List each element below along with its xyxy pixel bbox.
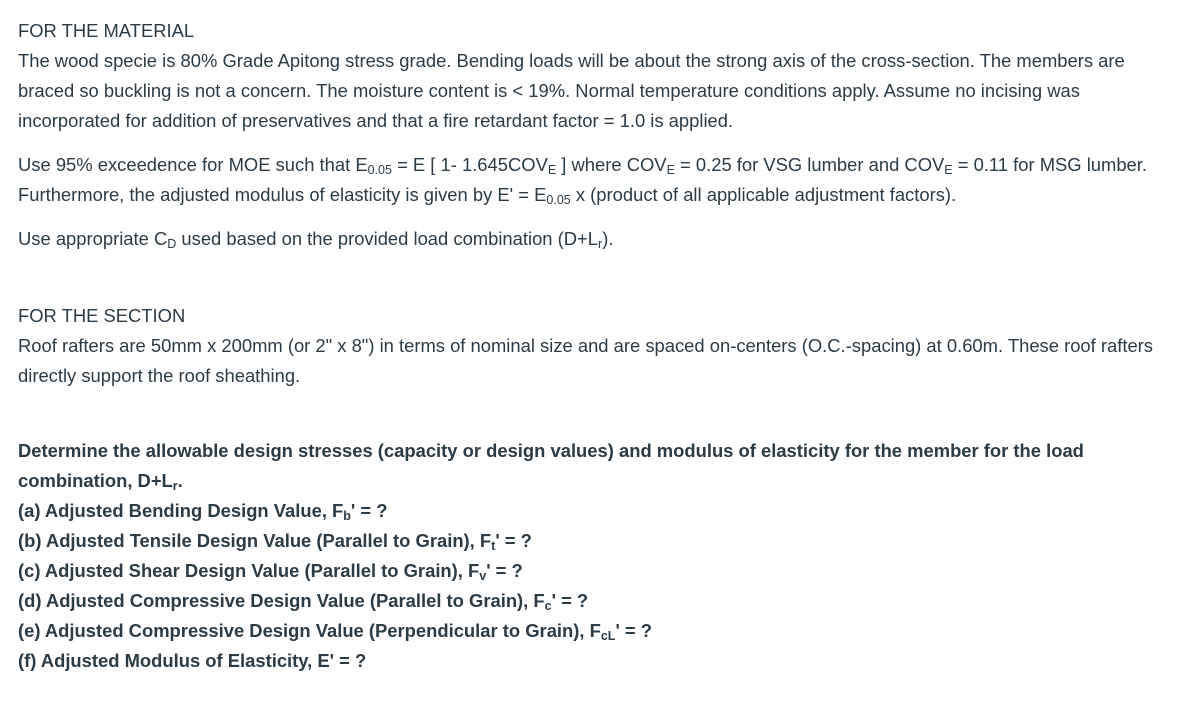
question-text: . [177, 470, 183, 491]
question-f: (f) Adjusted Modulus of Elasticity, E' = ? [18, 650, 367, 671]
section-heading: FOR THE SECTION [18, 305, 186, 326]
question-a-subscript: b [343, 509, 351, 523]
moe-definition [18, 150, 1167, 210]
moe-subscript: E [944, 163, 953, 177]
question-b-subscript: t [491, 539, 496, 553]
material-heading: FOR THE MATERIAL [18, 20, 195, 41]
question-e [18, 616, 1167, 646]
cd-text: used based on the provided load combination (D+L [176, 228, 599, 249]
question-e-text: (e) Adjusted Compressive Design Value (Perpendicular to Grain), F [18, 620, 601, 641]
spacer [18, 210, 1167, 224]
moe-text: x (product of all applicable adjustment factors). [570, 184, 957, 205]
cd-text: Use appropriate C [18, 228, 168, 249]
section-description: Roof rafters are 50mm x 200mm (or 2" x 8") in terms of nominal size and are spaced on-centers (O.C.-spacing) at 0.60m. These roof rafters directly support the roof sheathing. [18, 335, 1154, 386]
question-b-end: ' = ? [495, 530, 532, 551]
cd-subscript: D [167, 237, 177, 251]
question-c-text: (c) Adjusted Shear Design Value (Parallel to Grain), F [18, 560, 480, 581]
question-c-end: ' = ? [486, 560, 523, 581]
question-a-text: (a) Adjusted Bending Design Value, F [18, 500, 344, 521]
question-b [18, 526, 1167, 556]
cd-subscript: r [598, 237, 603, 251]
moe-text: = 0.11 for MSG lumber. Furthermore, the adjusted modulus of elasticity is given by E' = E [18, 154, 1148, 205]
question-e-subscript: cL [600, 629, 616, 643]
question-d-text: (d) Adjusted Compressive Design Value (Parallel to Grain), F [18, 590, 545, 611]
moe-subscript: E [547, 163, 557, 177]
moe-subscript: 0.05 [546, 193, 571, 207]
question-d-end: ' = ? [551, 590, 589, 611]
moe-text: = E [ 1- 1.645COV [391, 154, 548, 175]
cd-text: ). [602, 228, 614, 249]
moe-text: Use 95% exceedence for MOE such that E [18, 154, 368, 175]
question-c [18, 556, 1167, 586]
question-d-subscript: c [544, 599, 552, 613]
load-duration-note [18, 224, 1167, 254]
question-b-text: (b) Adjusted Tensile Design Value (Parallel to Grain), F [18, 530, 492, 551]
question-a-end: ' = ? [350, 500, 388, 521]
question-e-end: ' = ? [615, 620, 653, 641]
question-c-subscript: v [479, 569, 487, 583]
question-text: Determine the allowable design stresses (capacity or design values) and modulus of elasticity for the member for the load combination, D+L [18, 440, 1084, 491]
question-subscript: r [172, 479, 178, 493]
material-description: The wood specie is 80% Grade Apitong stress grade. Bending loads will be about the strong axis of the cross-section. The members are braced so buckling is not a concern. The moisture content is < 19%. Normal temperature conditions apply. Assume no incising was incorporated for addition of preservatives and that a fire retardant factor = 1.0 is applied. [18, 50, 1125, 131]
question-intro [18, 436, 1167, 496]
question-d [18, 586, 1167, 616]
spacer [18, 136, 1167, 150]
moe-text: = 0.25 for VSG lumber and COV [674, 154, 945, 175]
question-block [18, 436, 1167, 676]
moe-subscript: E [666, 163, 675, 177]
spacer [18, 391, 1167, 436]
moe-subscript: 0.05 [367, 163, 392, 177]
spacer [18, 254, 1167, 301]
question-a [18, 496, 1167, 526]
moe-text: ] where COV [556, 154, 667, 175]
